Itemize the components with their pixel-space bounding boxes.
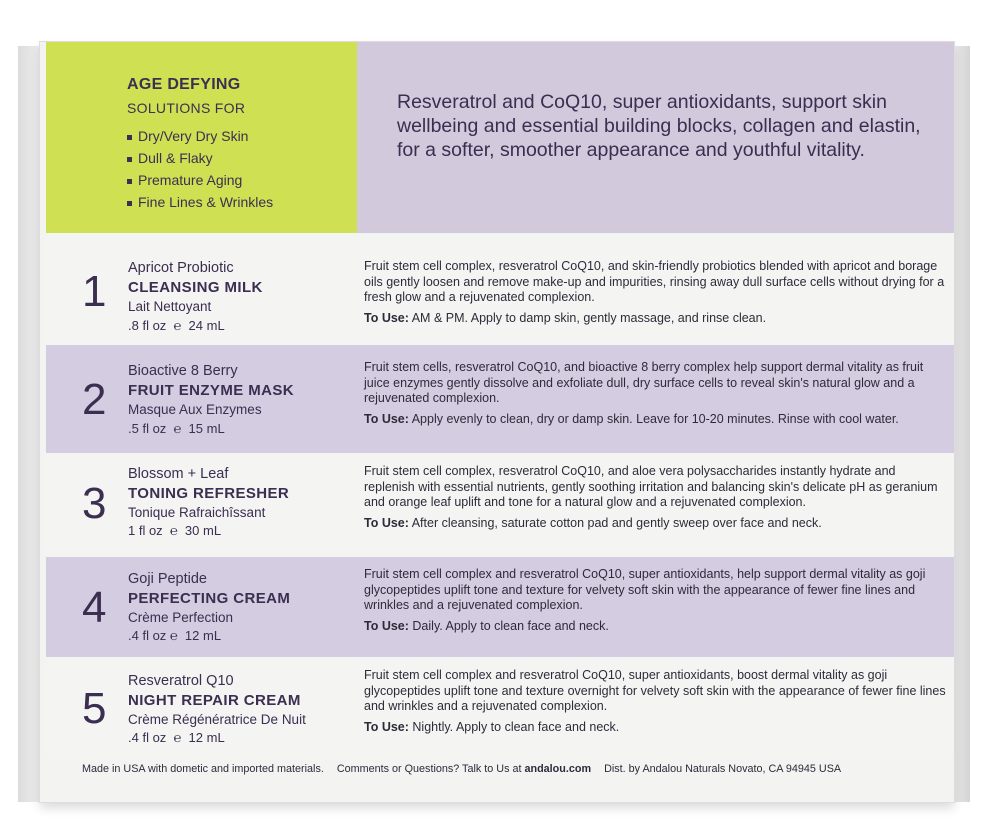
product-name-line2: FRUIT ENZYME MASK — [128, 382, 294, 399]
product-name-french: Crème Perfection — [128, 610, 234, 625]
usage-instructions — [364, 310, 949, 326]
product-size: .8 fl oz ℮ 24 mL — [128, 318, 225, 333]
product-number: 2 — [82, 375, 107, 424]
intro-text: Resveratrol and CoQ10, super antioxidants, support skin wellbeing and essential building blocks, collagen and elastin, for a softer, smoother appearance and youthful vitality. — [397, 91, 921, 161]
product-description: Fruit stem cell complex and resveratrol CoQ10, super antioxidants, help support dermal vitality as goji glycopeptides uplift tone and texture for velvety soft skin with the appearance of fewer fine lines and wrinkles and a rejuvenated complexion. — [364, 567, 926, 612]
to-use-label: To Use: — [364, 719, 409, 734]
to-use-label: To Use: — [364, 618, 409, 633]
product-name-line2: PERFECTING CREAM — [128, 590, 291, 607]
usage-instructions — [364, 719, 949, 735]
product-size: 1 fl oz ℮ 30 mL — [128, 523, 222, 538]
distributor-text: Dist. by Andalou Naturals Novato, CA 94945 USA — [604, 763, 842, 775]
product-name-line2: NIGHT REPAIR CREAM — [128, 692, 301, 709]
product-row-3 — [46, 453, 954, 557]
questions-text: Comments or Questions? Talk to Us at — [336, 763, 522, 775]
box-right-side — [952, 46, 970, 802]
product-name-line1: Goji Peptide — [128, 571, 207, 587]
solution-item: Dry/Very Dry Skin — [127, 126, 273, 148]
solution-item: Premature Aging — [127, 170, 273, 192]
product-row-2 — [46, 345, 954, 453]
solution-item: Dull & Flaky — [127, 148, 273, 170]
product-number: 5 — [82, 684, 107, 733]
product-description: Fruit stem cell complex, resveratrol CoQ10, and aloe vera polysaccharides instantly hydrate and replenish with essential nutrients, gently soothing irritation and balancing skin's delicate pH as geranium and orange leaf uplift and tone for a natural glow and a rejuvenated complexion. — [364, 464, 938, 509]
bullet-icon — [127, 135, 132, 140]
product-number: 1 — [82, 267, 107, 316]
bullet-icon — [127, 201, 132, 206]
usage-instructions — [364, 515, 949, 531]
usage-instructions — [364, 411, 949, 427]
product-row-5 — [46, 657, 954, 753]
product-name-line1: Blossom + Leaf — [128, 466, 229, 482]
usage-instructions — [364, 618, 949, 634]
product-size: .4 fl oz ℮ 12 mL — [128, 730, 225, 745]
to-use-text: Nightly. Apply to clean face and neck. — [412, 719, 620, 734]
bullet-icon — [127, 179, 132, 184]
product-number: 3 — [82, 479, 107, 528]
solutions-subtitle: SOLUTIONS FOR — [127, 100, 246, 116]
to-use-text: Daily. Apply to clean face and neck. — [412, 618, 609, 633]
product-row-4 — [46, 557, 954, 657]
product-description: Fruit stem cells, resveratrol CoQ10, and bioactive 8 berry complex help support dermal vitality as fruit juice enzymes gently dissolve and exfoliate dull, dry surface cells to reveal skin's natural glow and a rejuvenated complexion. — [364, 360, 924, 405]
product-number: 4 — [82, 583, 107, 632]
box-left-side — [18, 46, 42, 802]
product-name-line2: TONING REFRESHER — [128, 485, 290, 502]
footer — [82, 763, 851, 775]
product-name-french: Tonique Rafraichîssant — [128, 505, 266, 520]
product-description-block — [364, 567, 949, 634]
made-in-text: Made in USA with dometic and imported materials. — [82, 763, 324, 775]
product-description-block — [364, 464, 949, 531]
product-description-block — [364, 259, 949, 326]
age-defying-title: AGE DEFYING — [127, 76, 241, 93]
to-use-text: Apply evenly to clean, dry or damp skin. Leave for 10-20 minutes. Rinse with cool water. — [411, 411, 899, 426]
product-description-block — [364, 360, 949, 427]
to-use-label: To Use: — [364, 411, 409, 426]
product-description-block — [364, 668, 949, 735]
solutions-list — [127, 126, 273, 214]
product-name-line1: Resveratrol Q10 — [128, 673, 234, 689]
product-description: Fruit stem cell complex and resveratrol CoQ10, super antioxidants, boost dermal vitality as goji glycopeptides uplift tone and texture overnight for velvety soft skin with the appearance of fewer fine lines and wrinkles and a rejuvenated complexion. — [364, 668, 946, 713]
product-name-french: Masque Aux Enzymes — [128, 402, 262, 417]
product-name-line1: Bioactive 8 Berry — [128, 363, 238, 379]
questions-block — [337, 763, 591, 775]
product-row-1 — [46, 233, 954, 345]
product-size: .4 fl oz ℮ 12 mL — [128, 628, 222, 643]
to-use-text: After cleansing, saturate cotton pad and gently sweep over face and neck. — [411, 515, 822, 530]
product-name-line1: Apricot Probiotic — [128, 260, 234, 276]
to-use-label: To Use: — [364, 310, 409, 325]
website-link[interactable]: andalou.com — [524, 763, 592, 775]
to-use-label: To Use: — [364, 515, 409, 530]
product-name-french: Crème Régénératrice De Nuit — [128, 712, 306, 727]
product-name-line2: CLEANSING MILK — [128, 279, 263, 296]
bullet-icon — [127, 157, 132, 162]
product-size: .5 fl oz ℮ 15 mL — [128, 421, 225, 436]
to-use-text: AM & PM. Apply to damp skin, gently massage, and rinse clean. — [411, 310, 767, 325]
product-name-french: Lait Nettoyant — [128, 299, 212, 314]
solution-item: Fine Lines & Wrinkles — [127, 192, 273, 214]
product-description: Fruit stem cell complex, resveratrol CoQ10, and skin-friendly probiotics blended with apricot and borage oils gently loosen and remove make-up and impurities, rinsing away dull surface cells without drying for a fresh glow and a rejuvenated complexion. — [364, 259, 945, 304]
